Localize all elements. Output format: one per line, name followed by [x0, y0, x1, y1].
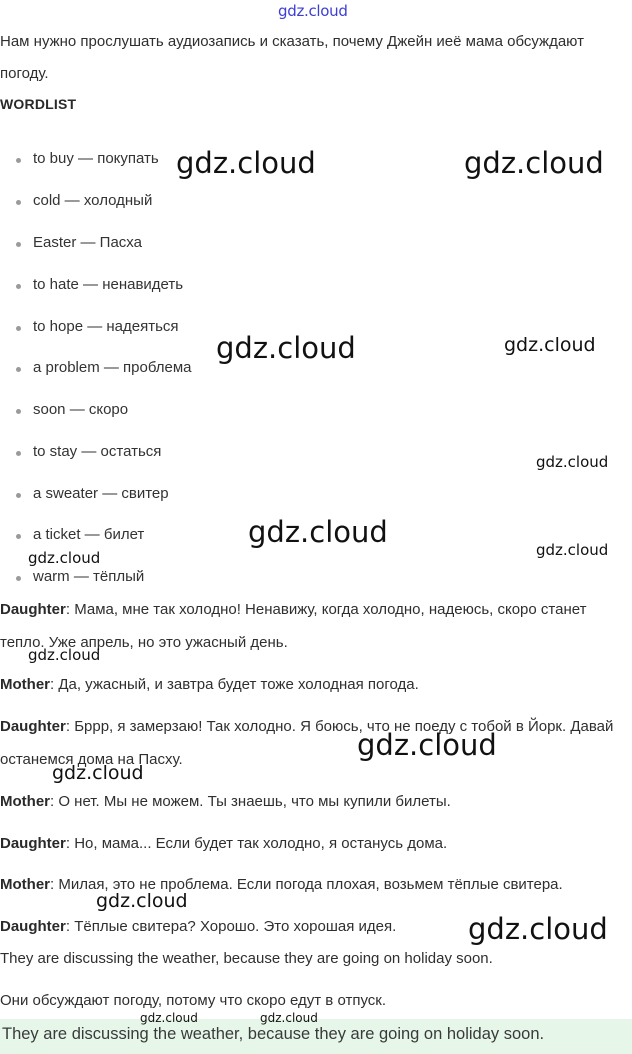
watermark: gdz.cloud — [176, 146, 316, 180]
dialog-text: Но, мама... Если будет так холодно, я останусь дома. — [74, 835, 448, 852]
speaker-label: Daughter — [0, 835, 66, 852]
speaker-label: Mother — [0, 876, 50, 893]
watermark: gdz.cloud — [140, 1011, 198, 1025]
intro-text: Нам нужно прослушать аудиозапись и сказать, почему Джейн иеё мама обсуждают погоду. — [0, 33, 584, 82]
watermark: gdz.cloud — [536, 541, 609, 559]
speaker-label: Daughter — [0, 918, 66, 935]
watermark: gdz.cloud — [28, 646, 101, 664]
answer-english: They are discussing the weather, because they are going on holiday soon. — [0, 950, 493, 967]
dialog-text: О нет. Мы не можем. Ты знаешь, что мы купили билеты. — [58, 793, 451, 810]
bullet-icon — [16, 158, 21, 163]
watermark: gdz.cloud — [536, 453, 609, 471]
watermark: gdz.cloud — [96, 890, 188, 912]
watermark: gdz.cloud — [468, 912, 608, 946]
bullet-icon — [16, 493, 21, 498]
speaker-label: Mother — [0, 676, 50, 693]
watermark: gdz.cloud — [464, 146, 604, 180]
watermark: gdz.cloud — [28, 549, 101, 567]
watermark: gdz.cloud — [216, 331, 356, 365]
answer-highlight-text: They are discussing the weather, because they are going on holiday soon. — [2, 1025, 545, 1043]
speaker-label: Daughter — [0, 718, 66, 735]
dialog-line: Daughter: Тёплые свитера? Хорошо. Это хорошая идея. — [0, 918, 397, 935]
dialog-line: Mother: О нет. Мы не можем. Ты знаешь, что мы купили билеты. — [0, 793, 451, 810]
speaker-label: Mother — [0, 793, 50, 810]
bullet-icon — [16, 367, 21, 372]
dialog-text: Бррр, я замерзаю! Так холодно. Я боюсь, что не поеду с тобой в Йорк. Давай останемся дома на Пасху. — [0, 718, 614, 768]
bullet-icon — [16, 576, 21, 581]
speaker-label: Daughter — [0, 601, 66, 618]
bullet-icon — [16, 200, 21, 205]
answer-russian: Они обсуждают погоду, потому что скоро едут в отпуск. — [0, 992, 387, 1009]
dialog-line: Daughter: Бррр, я замерзаю! Так холодно. Я боюсь, что не поеду с тобой в Йорк. Давай останемся дома на Пасху. — [0, 718, 614, 768]
bullet-icon — [16, 242, 21, 247]
watermark: gdz.cloud — [248, 515, 388, 549]
bullet-icon — [16, 409, 21, 414]
bullet-icon — [16, 534, 21, 539]
dialog-text: Мама, мне так холодно! Ненавижу, когда холодно, надеюсь, скоро станет тепло. Уже апрель, но это ужасный день. — [0, 601, 587, 651]
bullet-icon — [16, 326, 21, 331]
dialog-line: Mother: Да, ужасный, и завтра будет тоже холодная погода. — [0, 676, 419, 693]
watermark: gdz.cloud — [504, 334, 596, 356]
watermark: gdz.cloud — [260, 1011, 318, 1025]
watermark: gdz.cloud — [357, 728, 497, 762]
dialog-line: Daughter: Но, мама... Если будет так холодно, я останусь дома. — [0, 835, 448, 852]
site-logo[interactable]: gdz.cloud — [278, 2, 348, 20]
wordlist-heading: WORDLIST — [0, 96, 77, 112]
dialog-text: Тёплые свитера? Хорошо. Это хорошая идея. — [74, 918, 397, 935]
bullet-icon — [16, 451, 21, 456]
bullet-icon — [16, 284, 21, 289]
dialog-text: Да, ужасный, и завтра будет тоже холодная погода. — [58, 676, 419, 693]
dialog-line: Mother: Милая, это не проблема. Если погода плохая, возьмем тёплые свитера. — [0, 876, 563, 893]
watermark: gdz.cloud — [52, 762, 144, 784]
dialog-line: Daughter: Мама, мне так холодно! Ненавижу, когда холодно, надеюсь, скоро станет тепло. Уже апрель, но это ужасный день. — [0, 601, 587, 651]
dialog-text: Милая, это не проблема. Если погода плохая, возьмем тёплые свитера. — [58, 876, 563, 893]
